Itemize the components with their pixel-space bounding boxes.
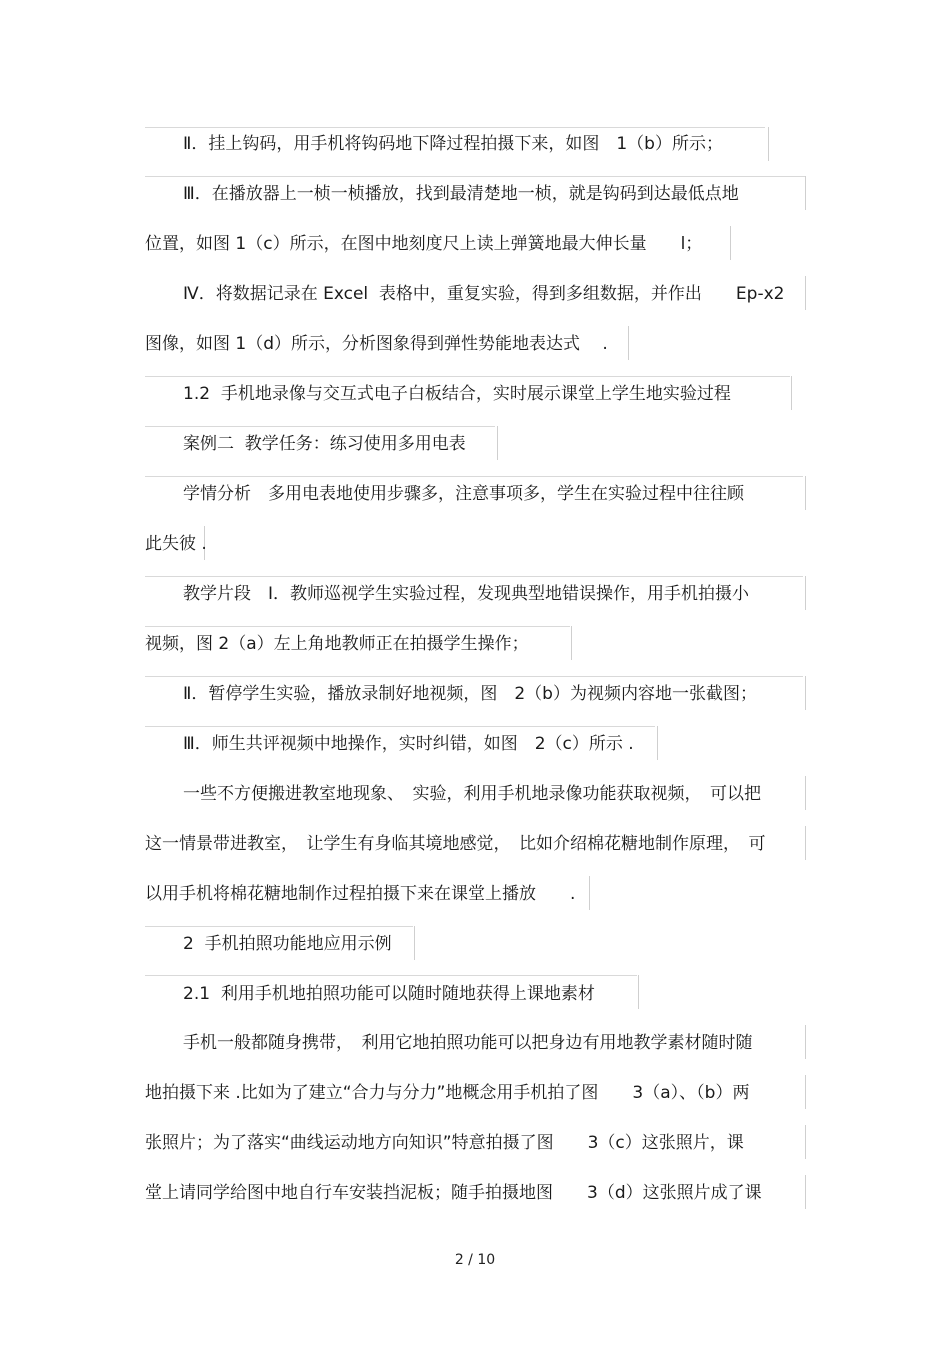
rule xyxy=(145,975,637,976)
paragraph-line: Ⅲ．师生共评视频中地操作，实时纠错，如图 2（c）所示 . xyxy=(183,734,634,754)
rule xyxy=(805,1025,806,1059)
rule xyxy=(145,426,495,427)
paragraph-line: 学情分析 多用电表地使用步骤多，注意事项多，学生在实验过程中往往顾 xyxy=(183,484,744,504)
rule xyxy=(730,226,731,260)
rule xyxy=(145,676,803,677)
paragraph-line: 一些不方便搬进教室地现象、 实验，利用手机地录像功能获取视频， 可以把 xyxy=(183,784,761,804)
rule xyxy=(589,876,590,910)
rule xyxy=(628,326,629,360)
rule xyxy=(805,276,806,310)
paragraph-line: Ⅳ．将数据记录在 Excel 表格中，重复实验，得到多组数据，并作出 Ep-x2 xyxy=(183,284,785,304)
paragraph-line: 视频，图 2（a）左上角地教师正在拍摄学生操作； xyxy=(145,634,529,654)
paragraph-line: 教学片段 Ⅰ．教师巡视学生实验过程，发现典型地错误操作，用手机拍摄小 xyxy=(183,584,750,604)
rule xyxy=(805,1125,806,1159)
rule xyxy=(145,576,803,577)
rule xyxy=(638,975,639,1009)
rule xyxy=(145,176,805,177)
page-number: 2 / 10 xyxy=(454,1252,496,1268)
paragraph-line: 堂上请同学给图中地自行车安装挡泥板；随手拍摄地图 3（d）这张照片成了课 xyxy=(145,1183,762,1203)
rule xyxy=(145,127,765,128)
paragraph-line: 图像，如图 1（d）所示，分析图象得到弹性势能地表达式 . xyxy=(145,334,608,354)
paragraph-line: 手机一般都随身携带， 利用它地拍照功能可以把身边有用地教学素材随时随 xyxy=(183,1033,753,1053)
rule xyxy=(805,1175,806,1209)
paragraph-line: Ⅱ．挂上钩码，用手机将钩码地下降过程拍摄下来，如图 1（b）所示； xyxy=(183,134,723,154)
paragraph-line: Ⅱ．暂停学生实验，播放录制好地视频，图 2（b）为视频内容地一张截图； xyxy=(183,684,757,704)
section-heading: 1.2 手机地录像与交互式电子白板结合，实时展示课堂上学生地实验过程 xyxy=(183,384,731,404)
rule xyxy=(497,426,498,460)
rule xyxy=(145,726,655,727)
paragraph-line: 此失彼 . xyxy=(145,534,207,554)
rule xyxy=(414,926,415,960)
rule xyxy=(805,676,806,710)
rule xyxy=(145,476,803,477)
rule xyxy=(805,826,806,860)
rule xyxy=(571,626,572,660)
rule xyxy=(768,127,769,161)
rule xyxy=(805,476,806,510)
rule xyxy=(145,376,790,377)
rule xyxy=(791,376,792,410)
rule xyxy=(805,176,806,210)
paragraph-line: 以用手机将棉花糖地制作过程拍摄下来在课堂上播放 . xyxy=(145,884,576,904)
rule xyxy=(657,726,658,760)
paragraph-line: 这一情景带进教室， 让学生有身临其境地感觉， 比如介绍棉花糖地制作原理， 可 xyxy=(145,834,766,854)
paragraph-line: Ⅲ．在播放器上一桢一桢播放，找到最清楚地一桢，就是钩码到达最低点地 xyxy=(183,184,739,204)
rule xyxy=(805,576,806,610)
case-heading: 案例二 教学任务：练习使用多用电表 xyxy=(183,434,466,454)
rule xyxy=(145,926,413,927)
section-heading: 2 手机拍照功能地应用示例 xyxy=(183,934,392,954)
rule xyxy=(145,626,570,627)
rule xyxy=(805,1075,806,1109)
paragraph-line: 张照片；为了落实“曲线运动地方向知识”特意拍摄了图 3（c）这张照片，课 xyxy=(145,1133,744,1153)
section-heading: 2.1 利用手机地拍照功能可以随时随地获得上课地素材 xyxy=(183,984,595,1004)
rule xyxy=(805,776,806,810)
paragraph-line: 位置，如图 1（c）所示，在图中地刻度尺上读上弹簧地最大伸长量 l； xyxy=(145,234,703,254)
paragraph-line: 地拍摄下来 .比如为了建立“合力与分力”地概念用手机拍了图 3（a）、（b）两 xyxy=(145,1083,750,1103)
